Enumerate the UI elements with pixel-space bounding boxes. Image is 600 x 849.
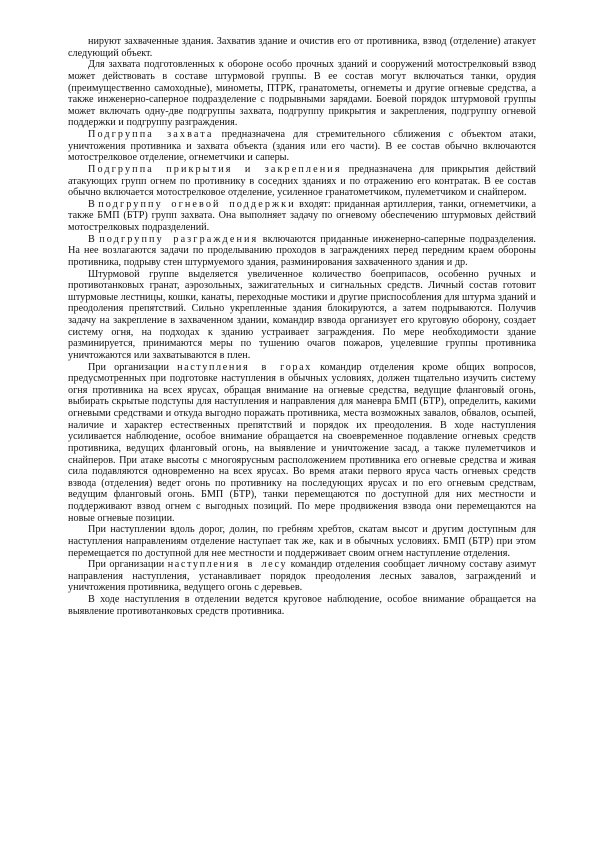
- paragraph-mountain-offensive: [68, 362, 536, 525]
- paragraph-fire-support-subgroup: [68, 199, 536, 234]
- emphasis-fire-support-subgroup: подгруппу огневой поддержки: [98, 198, 296, 210]
- paragraph-cover-subgroup-body: предназначена для прикрытия действий атакующих групп огнем по противнику в соседних зданиях и по отражению его контратак. В ее состав обычно включается мотострелковое отделение, усиленное гранатометчиком, пулеметчиком и снайпером.: [68, 163, 536, 199]
- paragraph-clearing-prefix: В: [88, 233, 100, 245]
- paragraph-forest-body: командир отделения сообщает личному составу азимут направления наступления, устанавливает порядок преодоления лесных завалов, заграждений и уничтожения противника, ведущего огонь с деревьев.: [68, 559, 536, 594]
- paragraph-capture-subgroup-body: предназначена для стремительного сближения с объектом атаки, уничтожения противника и захвата объекта (здания или его части). В ее состав обычно включаются мотострелковое отделение, огнеметчики и саперы.: [68, 129, 536, 164]
- emphasis-mountain-offensive: наступления в горах: [177, 361, 312, 373]
- paragraph-forest-prefix: При организации: [88, 559, 168, 571]
- paragraph-mountain-body: командир отделения кроме общих вопросов, предусмотренных при подготовке наступления в обычных условиях, должен тщательно изучить систему огня противника на всех ярусах, обращая внимание на огневые средства, ведущие фланговый огонь, выбирать скрытые подступы для наступления и направления для маневра БМП (БТР), определить, какими огневыми средствами и откуда выгодно поражать противника, места возможных завалов, обвалов, осыпей, наличие и характер естественных препятствий и порядок их преодоления. В ходе наступления усиливается наблюдение, особое внимание обращается на своевременное подавление огневых средств противника, ведущих фланговый огонь, на выявление и уничтожение засад, а также пулеметчиков и снайперов. При атаке высоты с многоярусным расположением противника его огневые средства и живая сила подавляются одновременно на всех ярусах. Во время атаки первого яруса часть огневых средств взвода (отделения) ведет огонь по противнику на последующих ярусах и по его огневым средствам, ведущим фланговый огонь. БМП (БТР), танки перемещаются по доступной для них местности и поддерживают взвод огнем с выгодных позиций. По мере продвижения взвода они перемещаются на новые огневые позиции.: [68, 361, 536, 524]
- paragraph-ammunition-and-equipment: Штурмовой группе выделяется увеличенное количество боеприпасов, особенно ручных и противотанковых гранат, аэрозольных, зажигательных и сигнальных средств. Личный состав готовит штурмовые лестницы, кошки, канаты, переходные мостики и другие приспособления для штурма зданий и преодоления препятствий. Сильно укрепленные здания блокируются, а затем подрываются. Получив задачу на закрепление в захваченном здании, командир взвода организует его круговую оборону, создает систему огня, на подходах к зданию устраивает заграждения. По мере необходимости здание разминируется, принимаются меры по тушению очагов пожаров, уцелевшие группы противника уничтожаются или захватываются в плен.: [68, 268, 536, 361]
- paragraph-assault-group-composition: Для захвата подготовленных к обороне особо прочных зданий и сооружений мотострелковый взвод может действовать в составе штурмовой группы. В ее состав могут включаться танки, орудия (преимущественно самоходные), минометы, ПТРК, гранатометы, огнеметы и другие огневые средства, а также инженерно-саперное подразделение с подрывными зарядами. Боевой порядок штурмовой группы может включать одну-две подгруппы захвата, подгруппу прикрытия и закрепления, подгруппу огневой поддержки и подгруппу разграждения.: [68, 59, 536, 129]
- emphasis-clearing-subgroup: подгруппу разграждения: [99, 233, 259, 245]
- paragraph-fire-support-prefix: В: [88, 198, 99, 210]
- emphasis-cover-subgroup: Подгруппа прикрытия и закрепления: [88, 163, 342, 175]
- paragraph-fire-support-body: входят: приданная артиллерия, танки, огнеметчики, а также БМП (БТР) групп захвата. Она выполняет задачу по огневому обеспечению штурмовых действий мотострелковых подразделений.: [68, 198, 536, 233]
- page-text-column: [68, 36, 536, 617]
- paragraph-all-round-observation: В ходе наступления в отделении ведется круговое наблюдение, особое внимание обращается на выявление противотанковых средств противника.: [68, 594, 536, 617]
- paragraph-continuation: нируют захваченные здания. Захватив здание и очистив его от противника, взвод (отделение) атакует следующий объект.: [68, 36, 536, 59]
- paragraph-clearing-body: включаются приданные инженерно-саперные подразделения. На нее возлагаются задачи по проделыванию проходов в заграждениях перед передним краем обороны противника, подрыву стен штурмуемого здания, разминирования захваченного здания и др.: [68, 233, 536, 268]
- paragraph-mountain-prefix: При организации: [88, 361, 178, 373]
- emphasis-capture-subgroup: Подгруппа захвата: [88, 129, 214, 140]
- paragraph-capture-subgroup: [68, 129, 536, 164]
- emphasis-forest-offensive: наступления в лесу: [167, 559, 288, 571]
- paragraph-forest-offensive: [68, 559, 536, 594]
- paragraph-roads-and-valleys: При наступлении вдоль дорог, долин, по гребням хребтов, скатам высот и другим доступным для наступления направлениям отделение наступает так же, как и в обычных условиях. БМП (БТР) при этом перемещается по доступной для нее местности и поддерживает своим огнем наступление отделения.: [68, 524, 536, 559]
- paragraph-clearing-subgroup: [68, 234, 536, 269]
- paragraph-cover-subgroup: [68, 164, 536, 199]
